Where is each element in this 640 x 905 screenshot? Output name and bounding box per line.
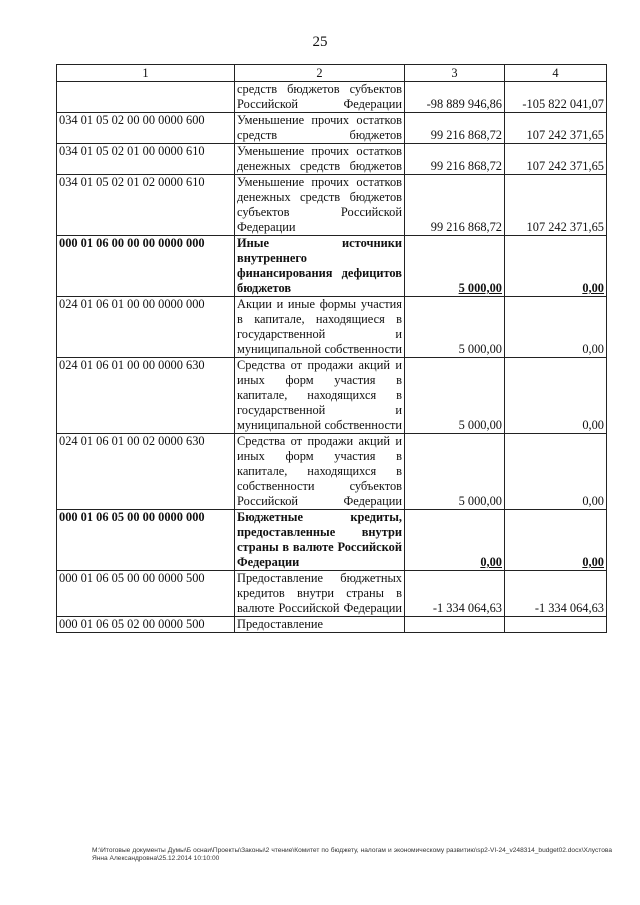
row-code: 000 01 06 05 02 00 0000 500 — [57, 617, 235, 633]
budget-sources-table — [56, 64, 607, 633]
table-row — [57, 571, 607, 617]
table-row — [57, 144, 607, 175]
header-col-4: 4 — [505, 65, 607, 82]
row-name: Бюджетные кредиты, предоставленные внутри страны в валюте Российской Федерации — [235, 510, 405, 571]
row-value-col4: 0,00 — [505, 297, 607, 358]
row-value-col3: 0,00 — [405, 510, 505, 571]
row-value-col3: 5 000,00 — [405, 236, 505, 297]
header-col-3: 3 — [405, 65, 505, 82]
row-name: Предоставление бюджетных кредитов внутри страны в валюте Российской Федерации — [235, 571, 405, 617]
row-code: 024 01 06 01 00 00 0000 000 — [57, 297, 235, 358]
row-value-col4: -105 822 041,07 — [505, 82, 607, 113]
table-row — [57, 510, 607, 571]
row-code — [57, 82, 235, 113]
row-value-col4: 0,00 — [505, 510, 607, 571]
row-code: 034 01 05 02 00 00 0000 600 — [57, 113, 235, 144]
row-name: Иные источники внутреннего финансирования дефицитов бюджетов — [235, 236, 405, 297]
row-value-col4: 0,00 — [505, 434, 607, 510]
row-name: Уменьшение прочих остатков средств бюджетов — [235, 113, 405, 144]
row-value-col4 — [505, 617, 607, 633]
row-value-col4: -1 334 064,63 — [505, 571, 607, 617]
table-row — [57, 175, 607, 236]
row-value-col3: -98 889 946,86 — [405, 82, 505, 113]
row-value-col3: 5 000,00 — [405, 358, 505, 434]
table-row — [57, 82, 607, 113]
table-row — [57, 434, 607, 510]
row-name: Средства от продажи акций и иных форм участия в капитале, находящихся в собственности субъектов Российской Федерации — [235, 434, 405, 510]
table-row — [57, 297, 607, 358]
row-code: 000 01 06 05 00 00 0000 000 — [57, 510, 235, 571]
row-code: 024 01 06 01 00 00 0000 630 — [57, 358, 235, 434]
row-code: 000 01 06 05 00 00 0000 500 — [57, 571, 235, 617]
page-number: 25 — [312, 34, 328, 50]
row-value-col3 — [405, 617, 505, 633]
row-name: Средства от продажи акций и иных форм участия в капитале, находящихся в государственной и муниципальной собственности — [235, 358, 405, 434]
row-name: средств бюджетов субъектов Российской Федерации — [235, 82, 405, 113]
row-name: Акции и иные формы участия в капитале, находящиеся в государственной и муниципальной собственности — [235, 297, 405, 358]
header-col-1: 1 — [57, 65, 235, 82]
row-value-col4: 107 242 371,65 — [505, 175, 607, 236]
row-value-col4: 0,00 — [505, 358, 607, 434]
row-name: Предоставление — [235, 617, 405, 633]
row-value-col4: 107 242 371,65 — [505, 144, 607, 175]
row-value-col3: -1 334 064,63 — [405, 571, 505, 617]
header-col-2: 2 — [235, 65, 405, 82]
table-row — [57, 617, 607, 633]
row-code: 024 01 06 01 00 02 0000 630 — [57, 434, 235, 510]
row-value-col3: 99 216 868,72 — [405, 113, 505, 144]
row-name: Уменьшение прочих остатков денежных средств бюджетов — [235, 144, 405, 175]
row-value-col3: 99 216 868,72 — [405, 175, 505, 236]
table-row — [57, 113, 607, 144]
row-name: Уменьшение прочих остатков денежных средств бюджетов субъектов Российской Федерации — [235, 175, 405, 236]
row-code: 034 01 05 02 01 00 0000 610 — [57, 144, 235, 175]
row-value-col3: 99 216 868,72 — [405, 144, 505, 175]
row-value-col3: 5 000,00 — [405, 434, 505, 510]
table-row — [57, 236, 607, 297]
row-code: 000 01 06 00 00 00 0000 000 — [57, 236, 235, 297]
row-value-col4: 107 242 371,65 — [505, 113, 607, 144]
row-value-col3: 5 000,00 — [405, 297, 505, 358]
document-path-footer: M:\Итоговые документы Думы\Б оснаи\Проекты\Законы\2 чтение\Комитет по бюджету, налогам и экономическому развитию\sp2-VI-24_v248314_budget02.docx\Хлустова Янна Александровна\25.12.2014 10:10:00 — [92, 847, 612, 862]
row-code: 034 01 05 02 01 02 0000 610 — [57, 175, 235, 236]
row-value-col4: 0,00 — [505, 236, 607, 297]
table-header-row — [57, 65, 607, 82]
table-row — [57, 358, 607, 434]
